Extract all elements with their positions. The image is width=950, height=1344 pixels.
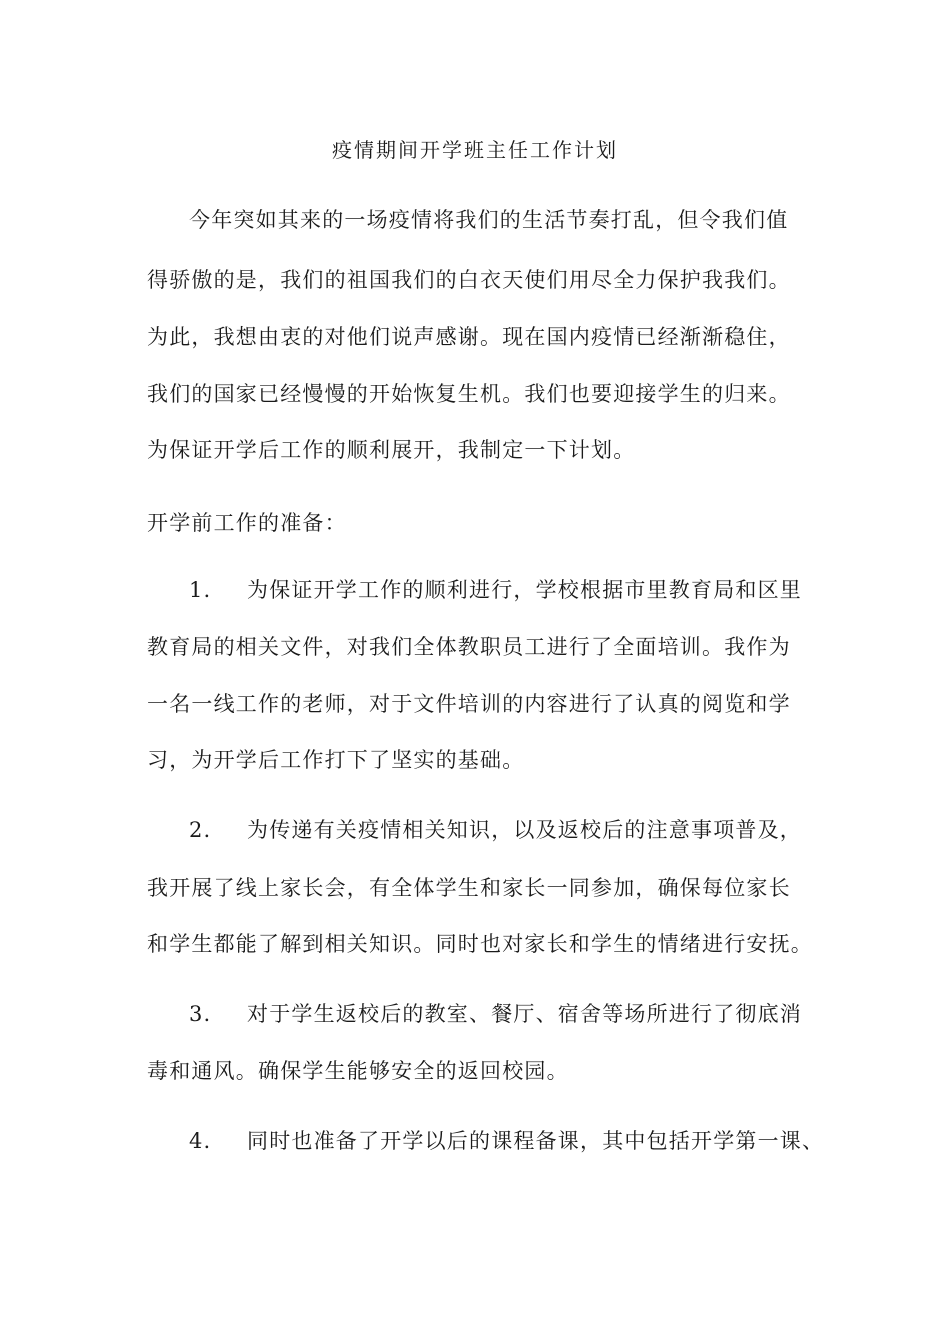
intro-line: 得骄傲的是，我们的祖国我们的白衣天使们用尽全力保护我我们。: [147, 268, 791, 292]
intro-line: 为此，我想由衷的对他们说声感谢。现在国内疫情已经渐渐稳住，: [147, 325, 791, 349]
list-item-number: 2.: [189, 818, 212, 842]
list-item-first-line: [189, 815, 802, 845]
list-item-number: 4.: [189, 1129, 212, 1153]
intro-line: 我们的国家已经慢慢的开始恢复生机。我们也要迎接学生的归来。: [147, 382, 791, 406]
list-item-number: 1.: [189, 578, 212, 602]
list-item-text: 为保证开学工作的顺利进行，学校根据市里教育局和区里: [247, 578, 802, 602]
section-heading: 开学前工作的准备：: [147, 511, 347, 535]
list-item-line: 教育局的相关文件，对我们全体教职员工进行了全面培训。我作为: [147, 635, 791, 659]
intro-line: 为保证开学后工作的顺利展开，我制定一下计划。: [147, 438, 636, 462]
intro-line: 今年突如其来的一场疫情将我们的生活节奏打乱，但令我们值: [189, 208, 789, 232]
list-item-line: 习，为开学后工作打下了坚实的基础。: [147, 748, 525, 772]
list-item-line: 一名一线工作的老师，对于文件培训的内容进行了认真的阅览和学: [147, 692, 791, 716]
list-item-text: 同时也准备了开学以后的课程备课，其中包括开学第一课、: [247, 1129, 825, 1153]
list-item-text: 为传递有关疫情相关知识，以及返校后的注意事项普及，: [247, 818, 802, 842]
list-item-first-line: [189, 999, 802, 1029]
list-item-line: 毒和通风。确保学生能够安全的返回校园。: [147, 1059, 569, 1083]
list-item-first-line: [189, 1126, 824, 1156]
list-item-number: 3.: [189, 1002, 212, 1026]
list-item-first-line: [189, 575, 802, 605]
document-title: 疫情期间开学班主任工作计划: [332, 138, 618, 162]
list-item-line: 和学生都能了解到相关知识。同时也对家长和学生的情绪进行安抚。: [147, 932, 813, 956]
list-item-line: 我开展了线上家长会，有全体学生和家长一同参加，确保每位家长: [147, 876, 791, 900]
list-item-text: 对于学生返校后的教室、餐厅、宿舍等场所进行了彻底消: [247, 1002, 802, 1026]
